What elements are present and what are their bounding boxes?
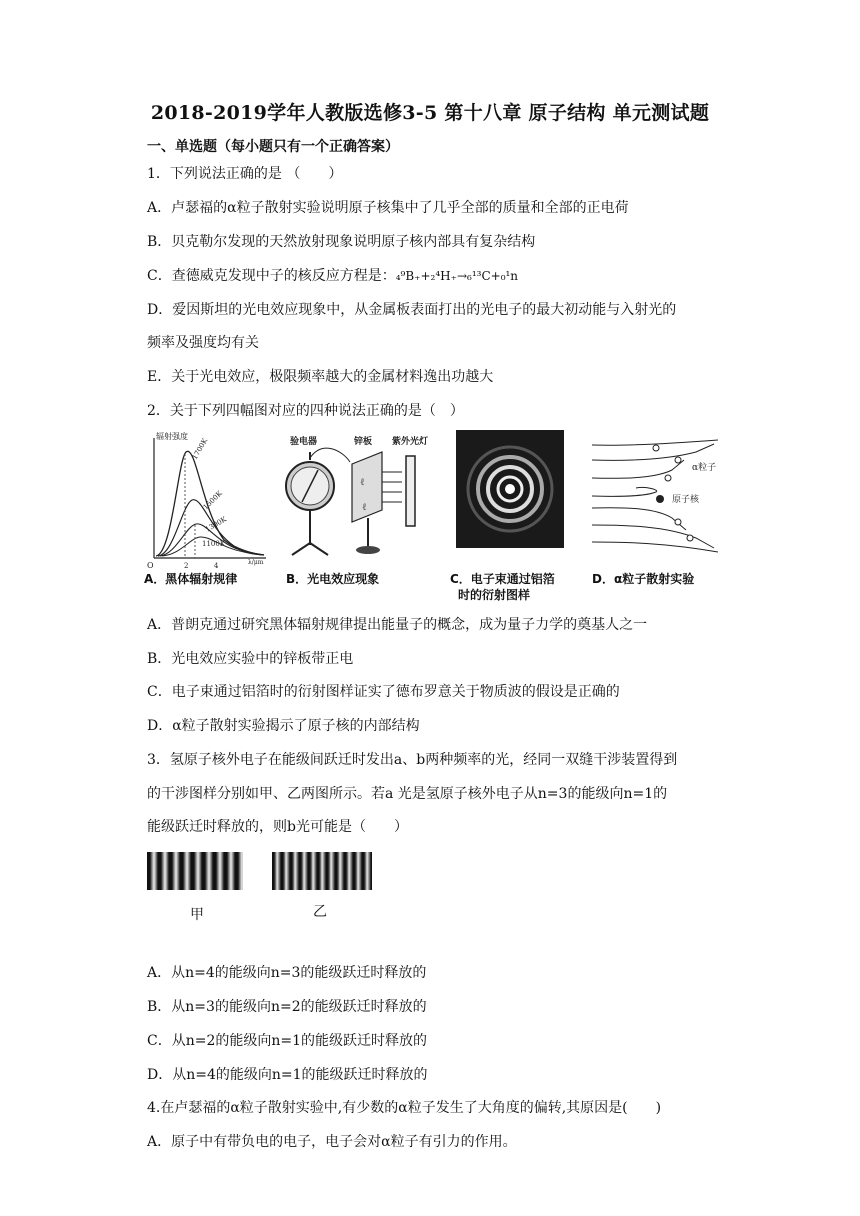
temp-label-1300: 1300K	[204, 515, 228, 534]
page-title: 2018-2019学年人教版选修3-5 第十八章 原子结构 单元测试题	[150, 102, 710, 124]
caption-c-line2: 时的衍射图样	[458, 588, 531, 602]
q1-stem: 1．下列说法正确的是 （ ）	[147, 166, 343, 182]
xtick-2: 2	[184, 562, 189, 570]
q3-stem-line2: 的干涉图样分别如甲、乙两图所示。若a 光是氢原子核外电子从n=3的能级向n=1的	[147, 786, 668, 802]
label-jia: 甲	[190, 907, 204, 923]
zinc-plate-label: 锌板	[354, 437, 373, 447]
origin-label: O	[147, 561, 154, 570]
q1-option-c-text: C．查德威克发现中子的核反应方程是：	[147, 268, 396, 284]
section-heading: 一、单选题（每小题只有一个正确答案）	[147, 139, 399, 155]
blackbody-figure	[144, 430, 270, 575]
q2-stem: 2．关于下列四幅图对应的四种说法正确的是（ ）	[147, 403, 464, 419]
q2-option-c: C．电子束通过铝箔时的衍射图样证实了德布罗意关于物质波的假设是正确的	[147, 684, 620, 700]
x-axis-label: λ/μm	[248, 559, 264, 566]
q1-option-b: B．贝克勒尔发现的天然放射现象说明原子核内部具有复杂结构	[147, 234, 536, 250]
nucleus-label: 原子核	[672, 495, 700, 505]
q2-figures	[140, 430, 720, 605]
q3-stem-line3: 能级跃迁时释放的，则b光可能是（ ）	[147, 819, 408, 835]
q3-option-c: C．从n=2的能级向n=1的能级跃迁时释放的	[147, 1033, 428, 1049]
q1-option-d-line1: D．爱因斯坦的光电效应现象中，从金属板表面打出的光电子的最大初动能与入射光的	[147, 302, 677, 318]
svg-text:ℓ: ℓ	[362, 502, 367, 513]
alpha-scattering-figure	[586, 430, 726, 565]
q1-option-a: A．卢瑟福的α粒子散射实验说明原子核集中了几乎全部的质量和全部的正电荷	[147, 200, 629, 216]
q2-option-b: B．光电效应实验中的锌板带正电	[147, 651, 354, 667]
temp-label-1500: 1500K	[201, 489, 224, 512]
electroscope-label: 验电器	[290, 437, 318, 447]
q3-option-b: B．从n=3的能级向n=2的能级跃迁时释放的	[147, 999, 427, 1015]
blackbody-ylabel: 辐射强度	[156, 432, 188, 441]
caption-b: B．光电效应现象	[286, 572, 380, 586]
photoelectric-figure	[282, 430, 432, 575]
caption-d: D．α粒子散射实验	[592, 572, 695, 586]
fringe-pattern-jia	[147, 852, 243, 890]
q1-option-e: E．关于光电效应，极限频率越大的金属材料逸出功越大	[147, 369, 494, 385]
q2-option-d: D．α粒子散射实验揭示了原子核的内部结构	[147, 718, 420, 734]
caption-c-line1: C．电子束通过铝箔	[450, 572, 555, 586]
q3-option-a: A．从n=4的能级向n=3的能级跃迁时释放的	[147, 965, 427, 981]
q2-option-a: A．普朗克通过研究黑体辐射规律提出能量子的概念，成为量子力学的奠基人之一	[147, 617, 648, 633]
fringe-pattern-yi	[272, 852, 372, 890]
caption-a: A．黑体辐射规律	[144, 572, 238, 586]
label-yi: 乙	[313, 904, 327, 920]
q1-option-c	[147, 267, 518, 285]
temp-label-1100: 1100K	[202, 540, 226, 548]
xtick-4: 4	[214, 562, 219, 570]
uv-lamp-label: 紫外光灯	[392, 437, 429, 447]
q3-option-d: D．从n=4的能级向n=1的能级跃迁时释放的	[147, 1067, 428, 1083]
temp-label-1700: 1700K	[190, 437, 210, 461]
q3-stem-line1: 3．氢原子核外电子在能级间跃迁时发出a、b两种频率的光，经同一双缝干涉装置得到	[147, 752, 678, 768]
svg-text:ℓ: ℓ	[360, 477, 365, 488]
q4-stem: 4.在卢瑟福的α粒子散射实验中,有少数的α粒子发生了大角度的偏转,其原因是( )	[147, 1100, 662, 1116]
diffraction-figure	[456, 430, 564, 548]
q4-option-a: A．原子中有带负电的电子，电子会对α粒子有引力的作用。	[147, 1134, 517, 1150]
alpha-particle-label: α粒子	[692, 463, 717, 473]
q1-option-d-line2: 频率及强度均有关	[147, 335, 259, 351]
nuclear-equation: ₄⁹B₊+₂⁴H₊→₆¹³C+₀¹n	[395, 269, 519, 283]
